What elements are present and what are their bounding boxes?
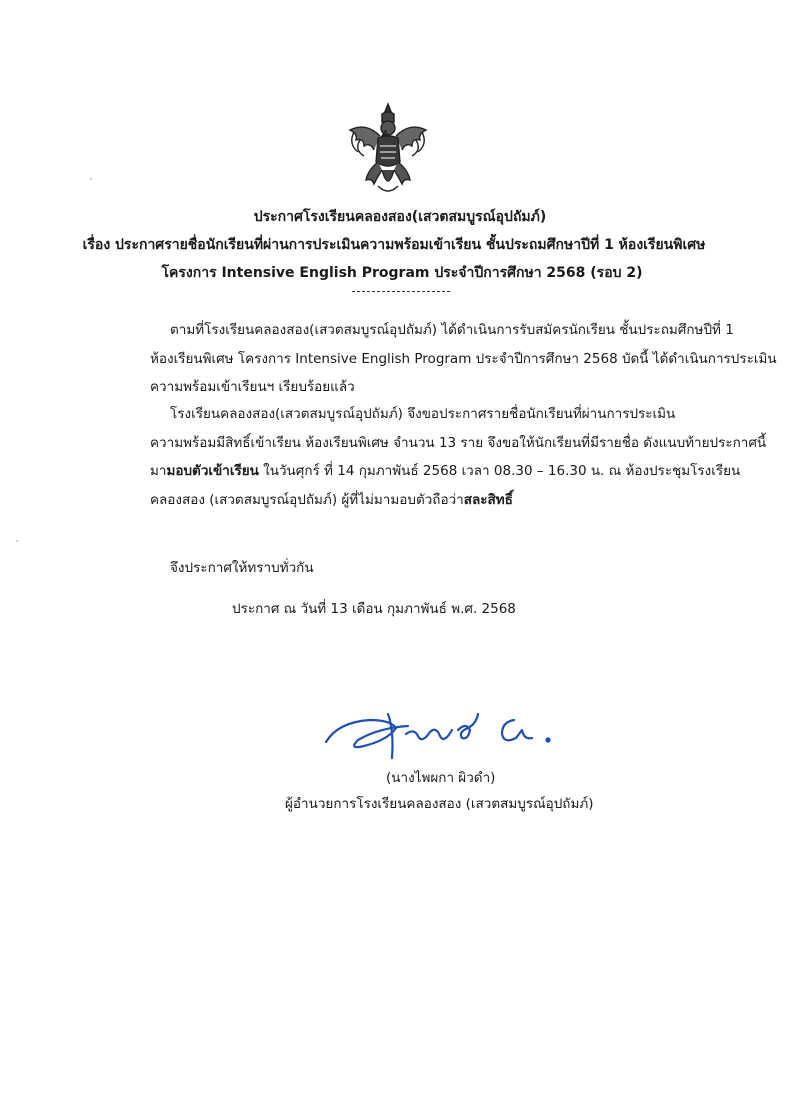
- document-subject: เรื่อง ประกาศรายชื่อนักเรียนที่ผ่านการประเมินความพร้อมเข้าเรียน ชั้นประถมศึกษาปีที่ 1 ห้องเรียนพิเศษ: [82, 237, 706, 253]
- paragraph-line: [150, 486, 720, 515]
- signature-image: [318, 700, 578, 770]
- text-segment: มา: [150, 463, 167, 479]
- paragraph-line: [150, 457, 741, 486]
- announcement-date: ประกาศ ณ วันที่ 13 เดือน กุมภาพันธ์ พ.ศ. 2568: [232, 601, 516, 617]
- scan-speck: [90, 178, 92, 180]
- signer-name: (นางไพผกา ผิวดำ): [386, 770, 496, 786]
- scan-speck: [16, 540, 18, 542]
- document-subject-line2: โครงการ Intensive English Program ประจำปีการศึกษา 2568 (รอบ 2): [161, 265, 643, 281]
- paragraph-announcement: [150, 400, 767, 514]
- text-segment: คลองสอง (เสวตสมบูรณ์อุปถัมภ์) ผู้ที่ไม่มามอบตัวถือว่า: [150, 491, 464, 508]
- signer-position: ผู้อำนวยการโรงเรียนคลองสอง (เสวตสมบูรณ์อุปถัมภ์): [285, 796, 594, 812]
- text-segment: ในวันศุกร์ ที่ 14 กุมภาพันธ์ 2568 เวลา 08.30 – 16.30 น. ณ ห้องประชุมโรงเรียน: [258, 463, 741, 479]
- paragraph-line: ความพร้อมเข้าเรียนฯ เรียบร้อยแล้ว: [150, 379, 355, 395]
- paragraph-line: ห้องเรียนพิเศษ โครงการ Intensive English Program ประจำปีการศึกษา 2568 บัดนี้ ได้ดำเนินการประเมิน: [150, 350, 777, 367]
- emphasis-forfeit: สละสิทธิ์: [463, 491, 513, 508]
- paragraph-intro: [150, 316, 777, 402]
- paragraph-line: ตามที่โรงเรียนคลองสอง(เสวตสมบูรณ์อุปถัมภ์) ได้ดำเนินการรับสมัครนักเรียน ชั้นประถมศึกษปีที่ 1: [170, 322, 734, 338]
- paragraph-line: ความพร้อมมีสิทธิ์เข้าเรียน ห้องเรียนพิเศษ จำนวน 13 ราย จึงขอให้นักเรียนที่มีรายชื่อ ดังแนบท้ายประกาศนี้: [150, 434, 767, 451]
- closing-announcement: จึงประกาศให้ทราบทั่วกัน: [170, 560, 314, 576]
- paragraph-line: โรงเรียนคลองสอง(เสวตสมบูรณ์อุปถัมภ์) จึงขอประกาศรายชื่อนักเรียนที่ผ่านการประเมิน: [170, 406, 676, 422]
- title-divider: [352, 291, 450, 292]
- garuda-emblem-icon: [338, 100, 438, 200]
- emphasis-report-in: มอบตัวเข้าเรียน: [166, 463, 259, 479]
- document-title: ประกาศโรงเรียนคลองสอง(เสวตสมบูรณ์อุปถัมภ์): [253, 209, 547, 225]
